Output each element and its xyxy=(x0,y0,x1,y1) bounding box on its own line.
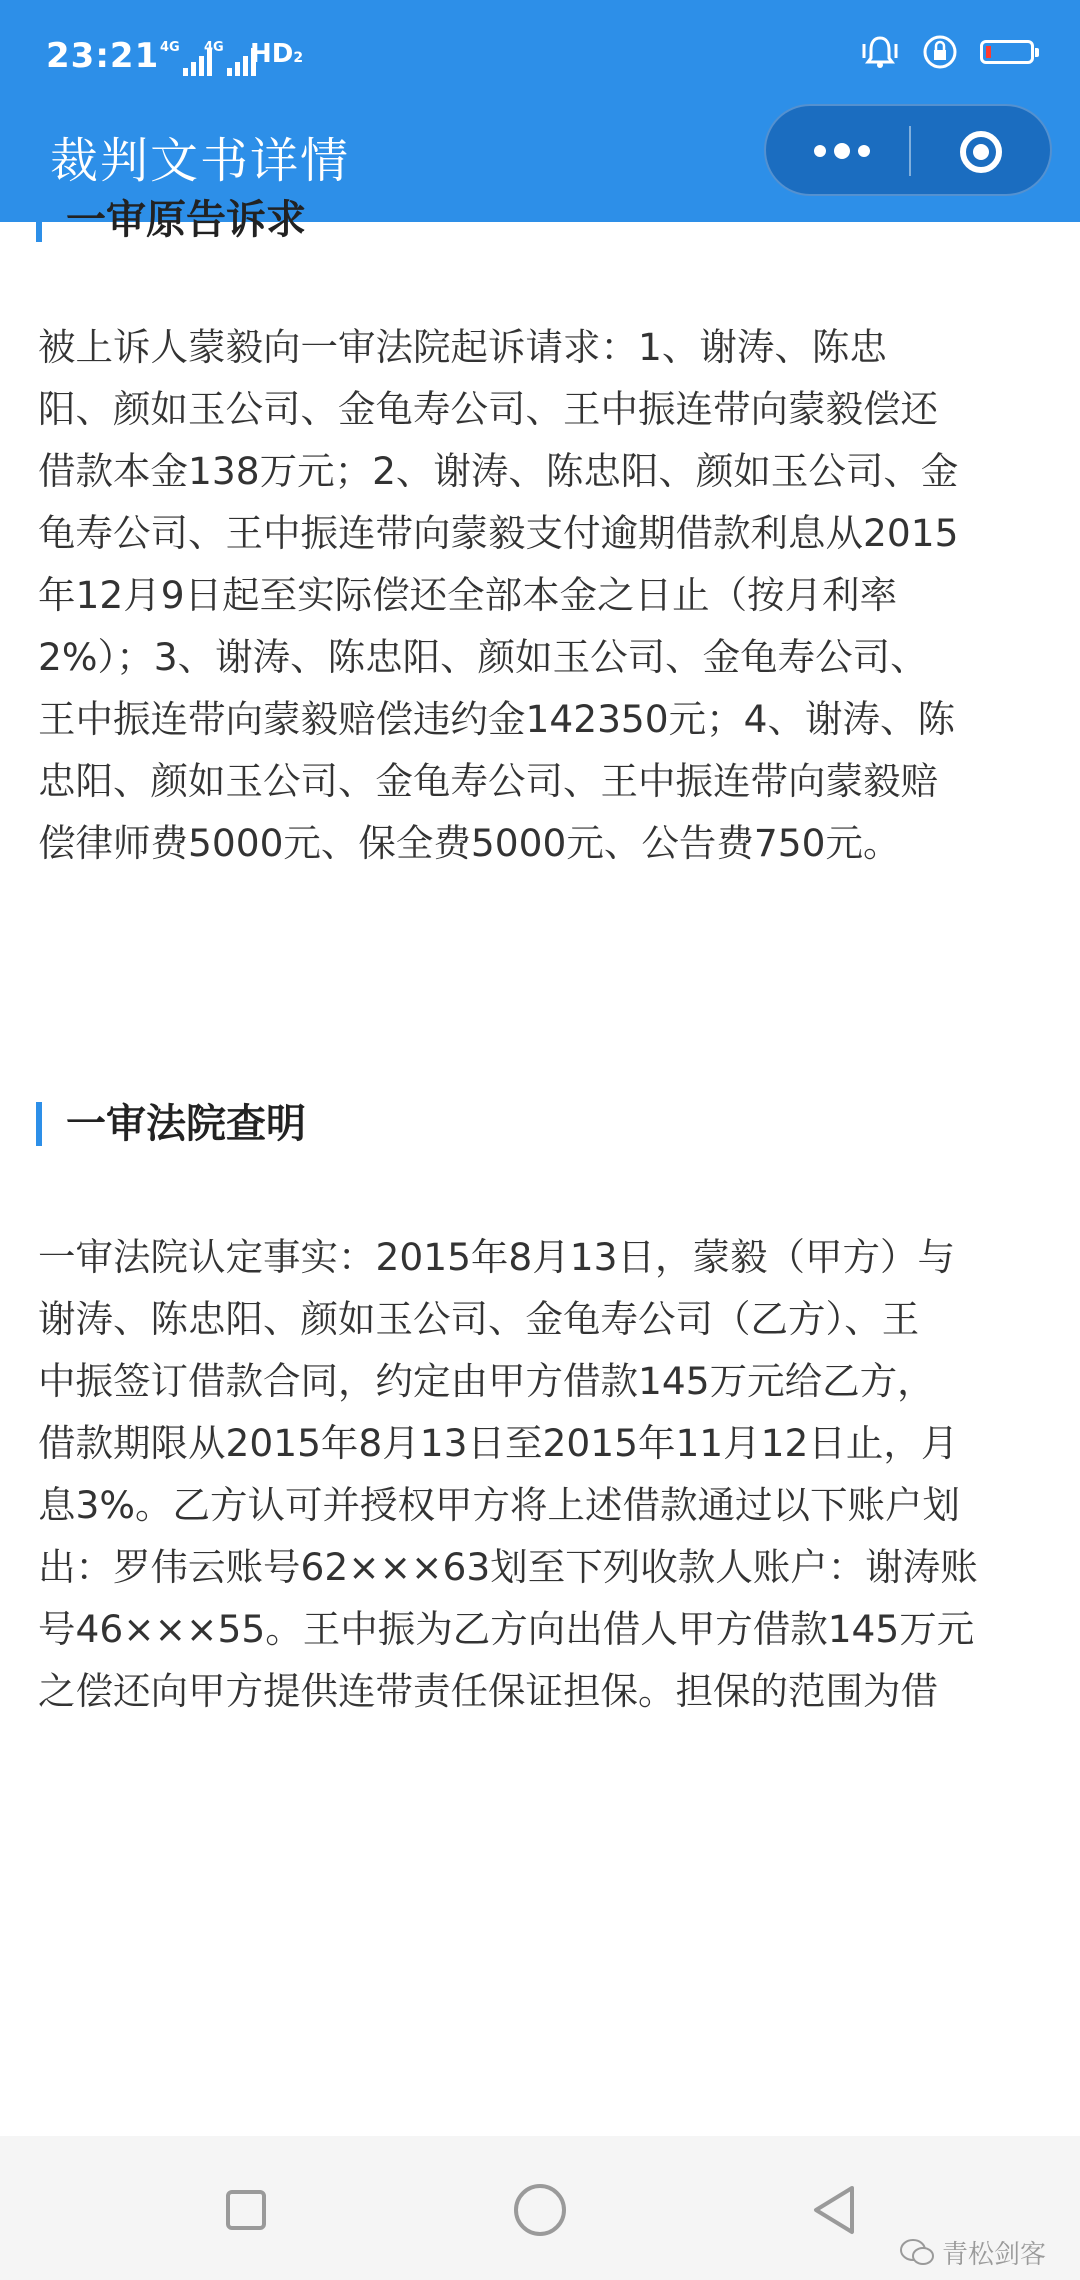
section-heading-plaintiff-claims: 一审原告诉求 xyxy=(36,196,306,244)
page-title: 裁判文书详情 xyxy=(50,133,351,189)
text-line: 借款期限从2015年8月13日至2015年11月12日止，月 xyxy=(38,1421,959,1465)
text-line: 谢涛、陈忠阳、颜如玉公司、金龟寿公司（乙方）、王 xyxy=(38,1297,920,1341)
back-button[interactable] xyxy=(794,2172,874,2248)
more-dots-icon xyxy=(814,145,826,157)
text-line: 龟寿公司、王中振连带向蒙毅支付逾期借款利息从2015 xyxy=(38,511,959,555)
section-body-plaintiff-claims xyxy=(38,316,1048,874)
wechat-icon xyxy=(900,2238,934,2268)
more-dots-icon xyxy=(858,145,870,157)
battery-level xyxy=(986,46,991,58)
text-line: 之偿还向甲方提供连带责任保证担保。担保的范围为借 xyxy=(38,1669,938,1713)
close-mini-program-button[interactable] xyxy=(936,124,1026,180)
more-button[interactable] xyxy=(792,128,892,174)
text-line: 出：罗伟云账号62×××63划至下列收款人账户：谢涛账 xyxy=(38,1545,978,1589)
text-line: 号46×××55。王中振为乙方向出借人甲方借款145万元 xyxy=(38,1607,975,1651)
hd-sub: 2 xyxy=(293,50,304,66)
section-body-court-findings xyxy=(38,1226,1048,1722)
triangle-back-icon xyxy=(808,2182,860,2238)
target-circle-icon xyxy=(960,131,1002,173)
text-line: 一审法院认定事实：2015年8月13日，蒙毅（甲方）与 xyxy=(38,1235,956,1279)
lock-rotation-icon xyxy=(922,34,958,70)
vibrate-bell-icon xyxy=(860,34,900,70)
mini-program-capsule xyxy=(764,104,1052,196)
hd-label: HD xyxy=(250,39,294,69)
status-time: 23:21 xyxy=(46,36,160,76)
capsule-divider xyxy=(909,126,911,176)
text-line: 被上诉人蒙毅向一审法院起诉请求：1、谢涛、陈忠 xyxy=(38,325,887,369)
text-line: 借款本金138万元；2、谢涛、陈忠阳、颜如玉公司、金 xyxy=(38,449,959,493)
signal-2 xyxy=(204,36,256,76)
hd-badge xyxy=(250,38,303,74)
text-line: 息3%。乙方认可并授权甲方将上述借款通过以下账户划 xyxy=(38,1483,960,1527)
recent-apps-button[interactable] xyxy=(206,2172,286,2248)
square-icon xyxy=(226,2190,266,2230)
circle-icon xyxy=(514,2184,566,2236)
text-line: 2%）；3、谢涛、陈忠阳、颜如玉公司、金龟寿公司、 xyxy=(38,635,928,679)
network-type-label: 4G xyxy=(204,40,224,55)
text-line: 王中振连带向蒙毅赔偿违约金142350元；4、谢涛、陈 xyxy=(38,697,956,741)
section-heading-court-findings: 一审法院查明 xyxy=(36,1100,306,1148)
app-header xyxy=(0,0,1080,222)
network-type-label: 4G xyxy=(160,40,180,55)
status-icons xyxy=(860,34,1034,70)
text-line: 中振签订借款合同，约定由甲方借款145万元给乙方， xyxy=(38,1359,935,1403)
home-button[interactable] xyxy=(500,2172,580,2248)
more-dots-icon xyxy=(834,143,850,159)
text-line: 年12月9日起至实际偿还全部本金之日止（按月利率 xyxy=(38,573,898,617)
battery-icon xyxy=(980,40,1034,64)
watermark xyxy=(900,2234,1046,2271)
system-nav-bar xyxy=(0,2136,1080,2280)
text-line: 偿律师费5000元、保全费5000元、公告费750元。 xyxy=(38,821,901,865)
document-content[interactable] xyxy=(0,197,1080,2136)
text-line: 阳、颜如玉公司、金龟寿公司、王中振连带向蒙毅偿还 xyxy=(38,387,938,431)
text-line: 忠阳、颜如玉公司、金龟寿公司、王中振连带向蒙毅赔 xyxy=(38,759,938,803)
watermark-text: 青松剑客 xyxy=(941,2240,1046,2270)
